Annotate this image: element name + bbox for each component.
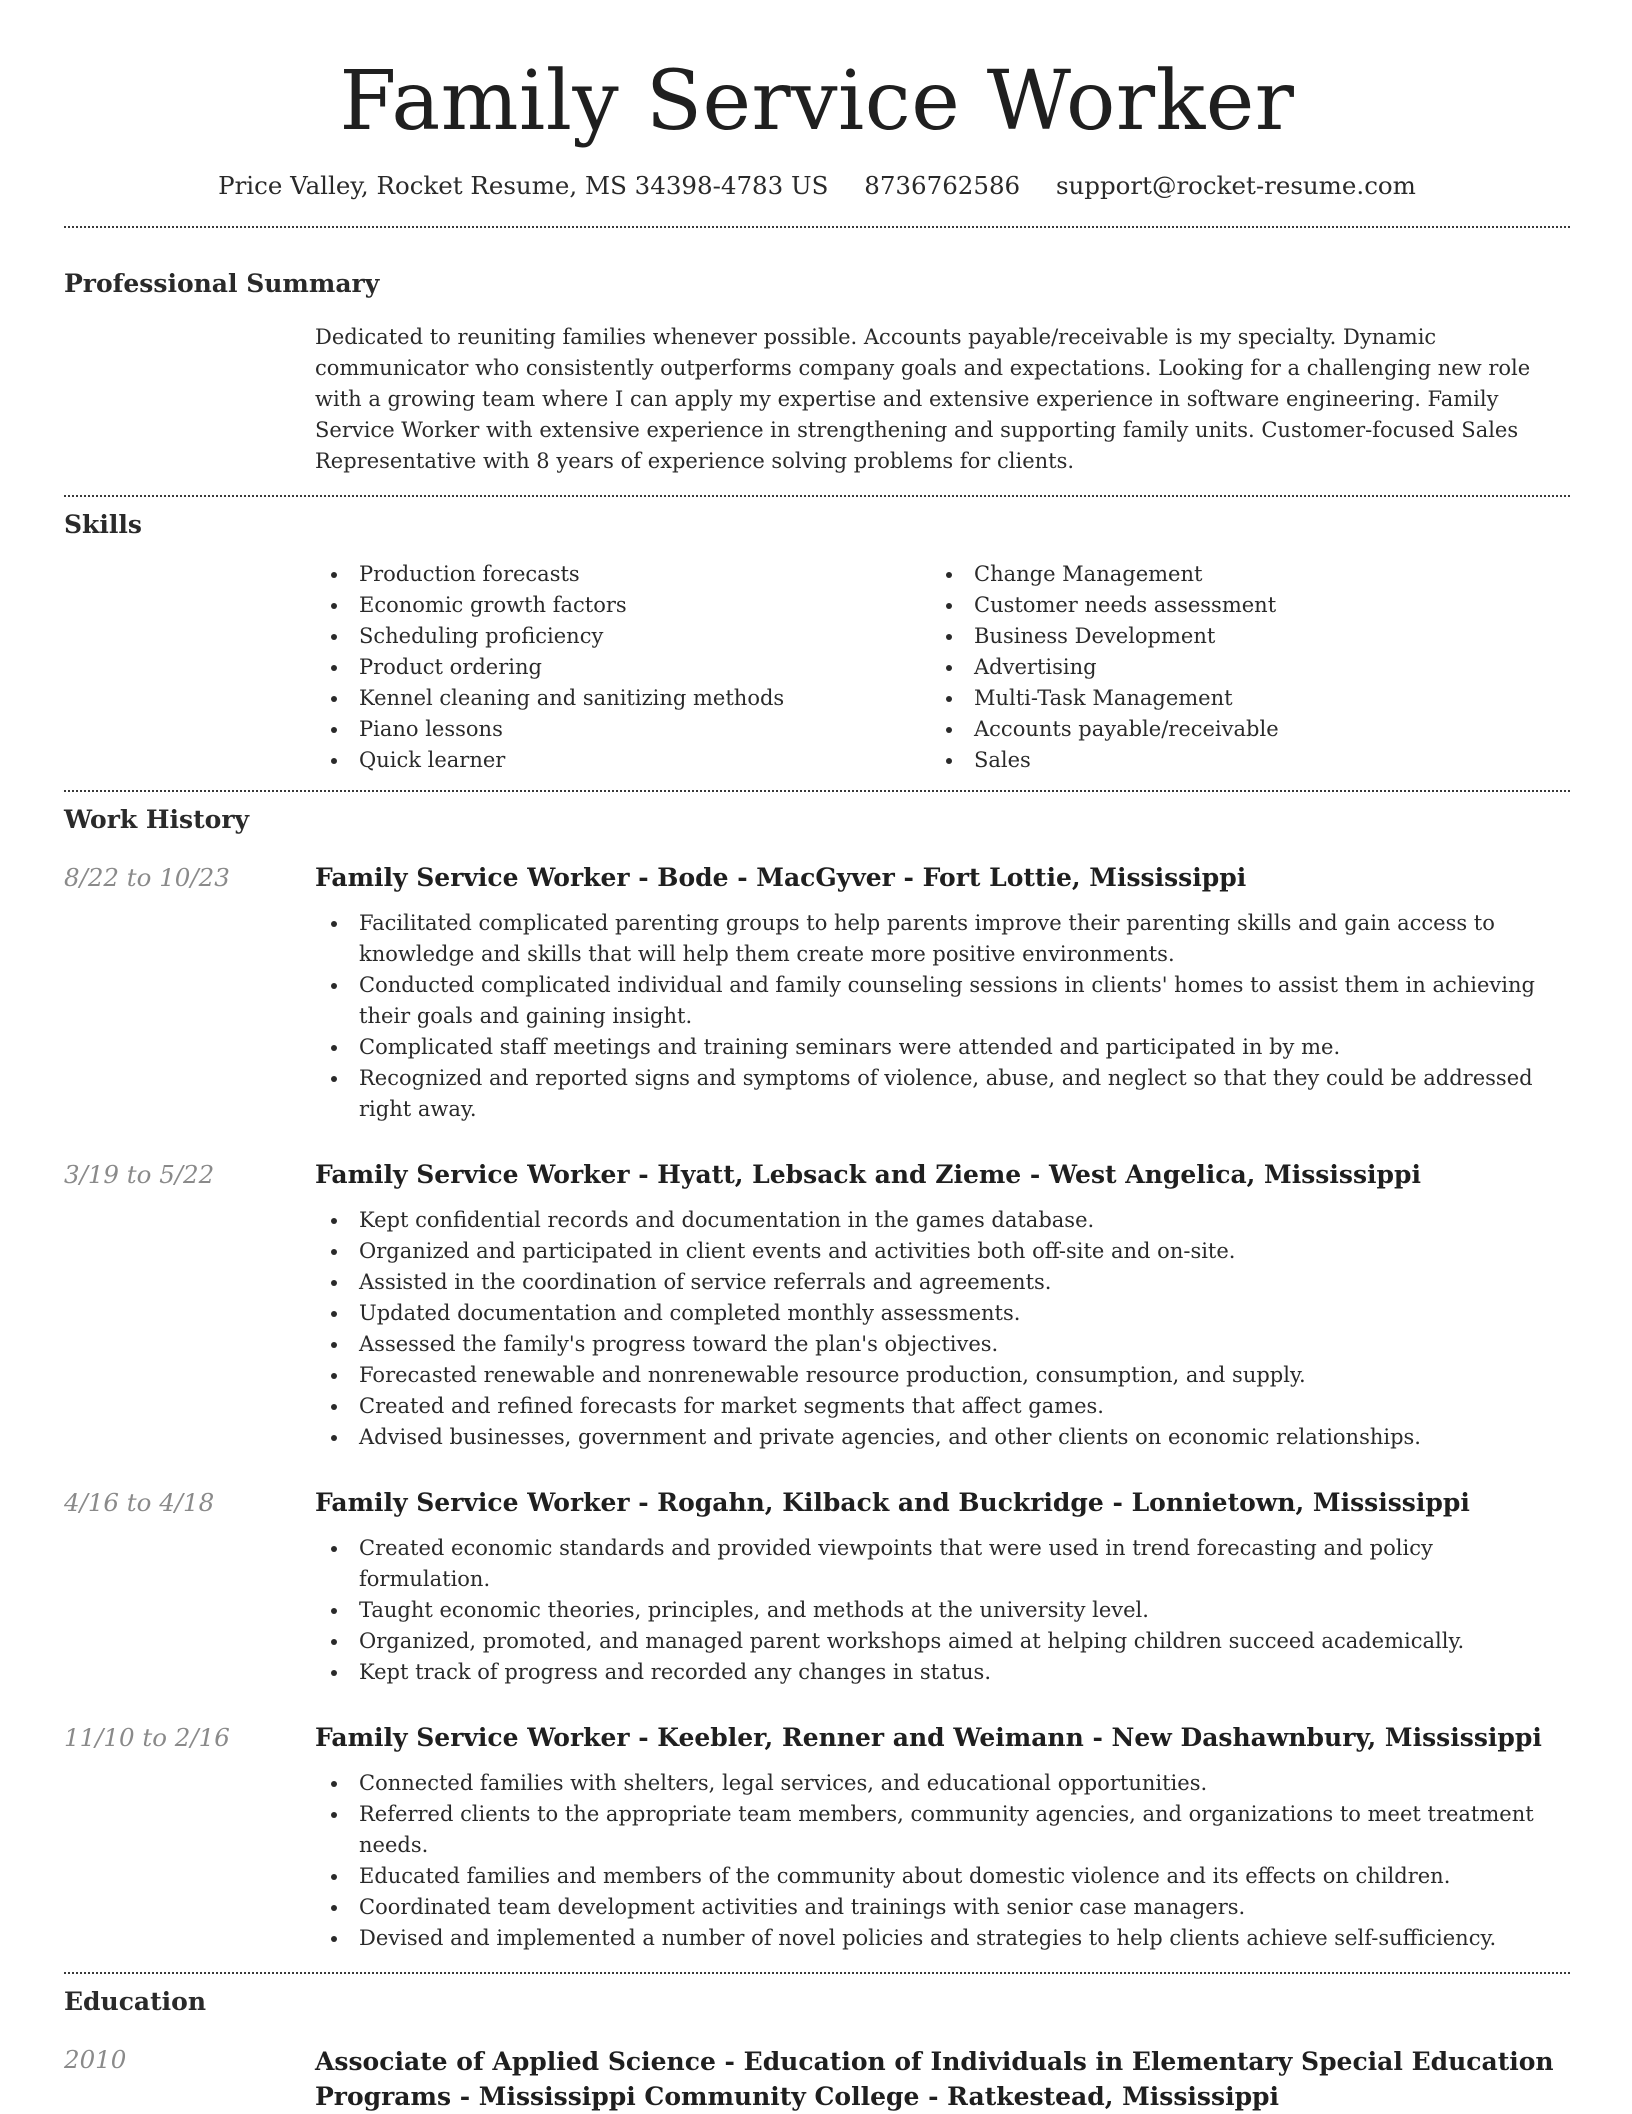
job-title: Family Service Worker - Bode - MacGyver - Fort Lottie, Mississippi [315, 863, 1247, 892]
skill-item: Accounts payable/receivable [930, 714, 1279, 745]
job-bullet: Kept confidential records and documentation in the games database. [315, 1205, 1570, 1236]
contact-phone: 8736762586 [864, 171, 1021, 200]
skill-item: Multi-Task Management [930, 683, 1279, 714]
section-title-education: Education [64, 1987, 207, 2016]
contact-line [64, 170, 1570, 202]
candidate-name: Family Service Worker [339, 54, 1295, 149]
job-entry [64, 1159, 1570, 1453]
job-date: 4/16 to 4/18 [64, 1488, 215, 1517]
job-bullet: Advised businesses, government and private agencies, and other clients on economic relationships. [315, 1422, 1570, 1453]
job-date: 8/22 to 10/23 [64, 863, 230, 892]
job-bullet: Facilitated complicated parenting groups to help parents improve their parenting skills and gain access to knowledge and skills that will help them create more positive environments. [315, 908, 1570, 970]
job-entry [64, 862, 1570, 1125]
skill-item: Economic growth factors [315, 590, 930, 621]
skill-item: Quick learner [315, 745, 930, 776]
resume-page [64, 0, 1570, 2114]
skill-item: Business Development [930, 621, 1279, 652]
job-bullet: Assisted in the coordination of service referrals and agreements. [315, 1267, 1570, 1298]
summary-section [64, 268, 1570, 477]
skills-list [315, 559, 1570, 776]
skill-item: Sales [930, 745, 1279, 776]
skill-item: Product ordering [315, 652, 930, 683]
job-bullet: Created economic standards and provided viewpoints that were used in trend forecasting and policy formulation. [315, 1533, 1570, 1595]
work-history-section [64, 804, 1570, 1954]
skills-section [64, 509, 1570, 776]
job-bullet: Created and refined forecasts for market segments that affect games. [315, 1391, 1570, 1422]
job-bullets [315, 1205, 1570, 1453]
skills-column-1 [315, 559, 930, 776]
job-bullet: Conducted complicated individual and family counseling sessions in clients' homes to assist them in achieving their goals and gaining insight. [315, 970, 1570, 1032]
skill-item: Production forecasts [315, 559, 930, 590]
job-bullet: Complicated staff meetings and training seminars were attended and participated in by me. [315, 1032, 1570, 1063]
skills-column-2 [930, 559, 1279, 776]
job-bullet: Devised and implemented a number of novel policies and strategies to help clients achieve self-sufficiency. [315, 1923, 1570, 1954]
job-bullet: Connected families with shelters, legal services, and educational opportunities. [315, 1768, 1570, 1799]
skill-item: Change Management [930, 559, 1279, 590]
job-bullet: Coordinated team development activities and trainings with senior case managers. [315, 1892, 1570, 1923]
section-title-skills: Skills [64, 510, 142, 539]
skill-item: Advertising [930, 652, 1279, 683]
divider [64, 495, 1570, 497]
job-bullet: Organized and participated in client events and activities both off-site and on-site. [315, 1236, 1570, 1267]
job-bullets [315, 1768, 1570, 1954]
job-bullet: Organized, promoted, and managed parent workshops aimed at helping children succeed academically. [315, 1626, 1570, 1657]
divider [64, 790, 1570, 792]
section-title-summary: Professional Summary [64, 269, 380, 298]
contact-address: Price Valley, Rocket Resume, MS 34398-4783 US [218, 171, 829, 200]
skill-item: Kennel cleaning and sanitizing methods [315, 683, 930, 714]
education-date: 2010 [64, 2045, 127, 2074]
summary-text: Dedicated to reuniting families whenever possible. Accounts payable/receivable is my specialty. Dynamic communicator who consistently outperforms company goals and expectations. Looking for a challenging new role with a growing team where I can apply my expertise and extensive experience in software engineering. Family Service Worker with extensive experience in strengthening and supporting family units. Customer-focused Sales Representative with 8 years of experience solving problems for clients. [315, 325, 1531, 473]
job-title: Family Service Worker - Hyatt, Lebsack and Zieme - West Angelica, Mississippi [315, 1160, 1421, 1189]
education-section [64, 1986, 1570, 2114]
divider [64, 226, 1570, 228]
job-title: Family Service Worker - Rogahn, Kilback and Buckridge - Lonnietown, Mississippi [315, 1488, 1470, 1517]
skill-item: Piano lessons [315, 714, 930, 745]
job-bullet: Referred clients to the appropriate team members, community agencies, and organizations to meet treatment needs. [315, 1799, 1570, 1861]
job-bullet: Forecasted renewable and nonrenewable resource production, consumption, and supply. [315, 1360, 1570, 1391]
job-date: 11/10 to 2/16 [64, 1723, 230, 1752]
job-bullet: Assessed the family's progress toward the plan's objectives. [315, 1329, 1570, 1360]
job-date: 3/19 to 5/22 [64, 1160, 215, 1189]
job-bullet: Taught economic theories, principles, and methods at the university level. [315, 1595, 1570, 1626]
job-bullets [315, 1533, 1570, 1688]
divider [64, 1972, 1570, 1974]
job-bullet: Recognized and reported signs and symptoms of violence, abuse, and neglect so that they could be addressed right away. [315, 1063, 1570, 1125]
education-entry [64, 2044, 1570, 2114]
job-title: Family Service Worker - Keebler, Renner and Weimann - New Dashawnbury, Mississippi [315, 1723, 1542, 1752]
job-entry [64, 1722, 1570, 1954]
job-bullet: Updated documentation and completed monthly assessments. [315, 1298, 1570, 1329]
job-bullet: Kept track of progress and recorded any changes in status. [315, 1657, 1570, 1688]
job-bullets [315, 908, 1570, 1125]
job-entry [64, 1487, 1570, 1688]
skill-item: Customer needs assessment [930, 590, 1279, 621]
job-bullet: Educated families and members of the community about domestic violence and its effects on children. [315, 1861, 1570, 1892]
skill-item: Scheduling proficiency [315, 621, 930, 652]
education-title: Associate of Applied Science - Education of Individuals in Elementary Special Education Programs - Mississippi Community College - Ratkestead, Mississippi [315, 2047, 1554, 2111]
section-title-work-history: Work History [64, 805, 250, 834]
contact-email[interactable]: support@rocket-resume.com [1055, 171, 1416, 200]
